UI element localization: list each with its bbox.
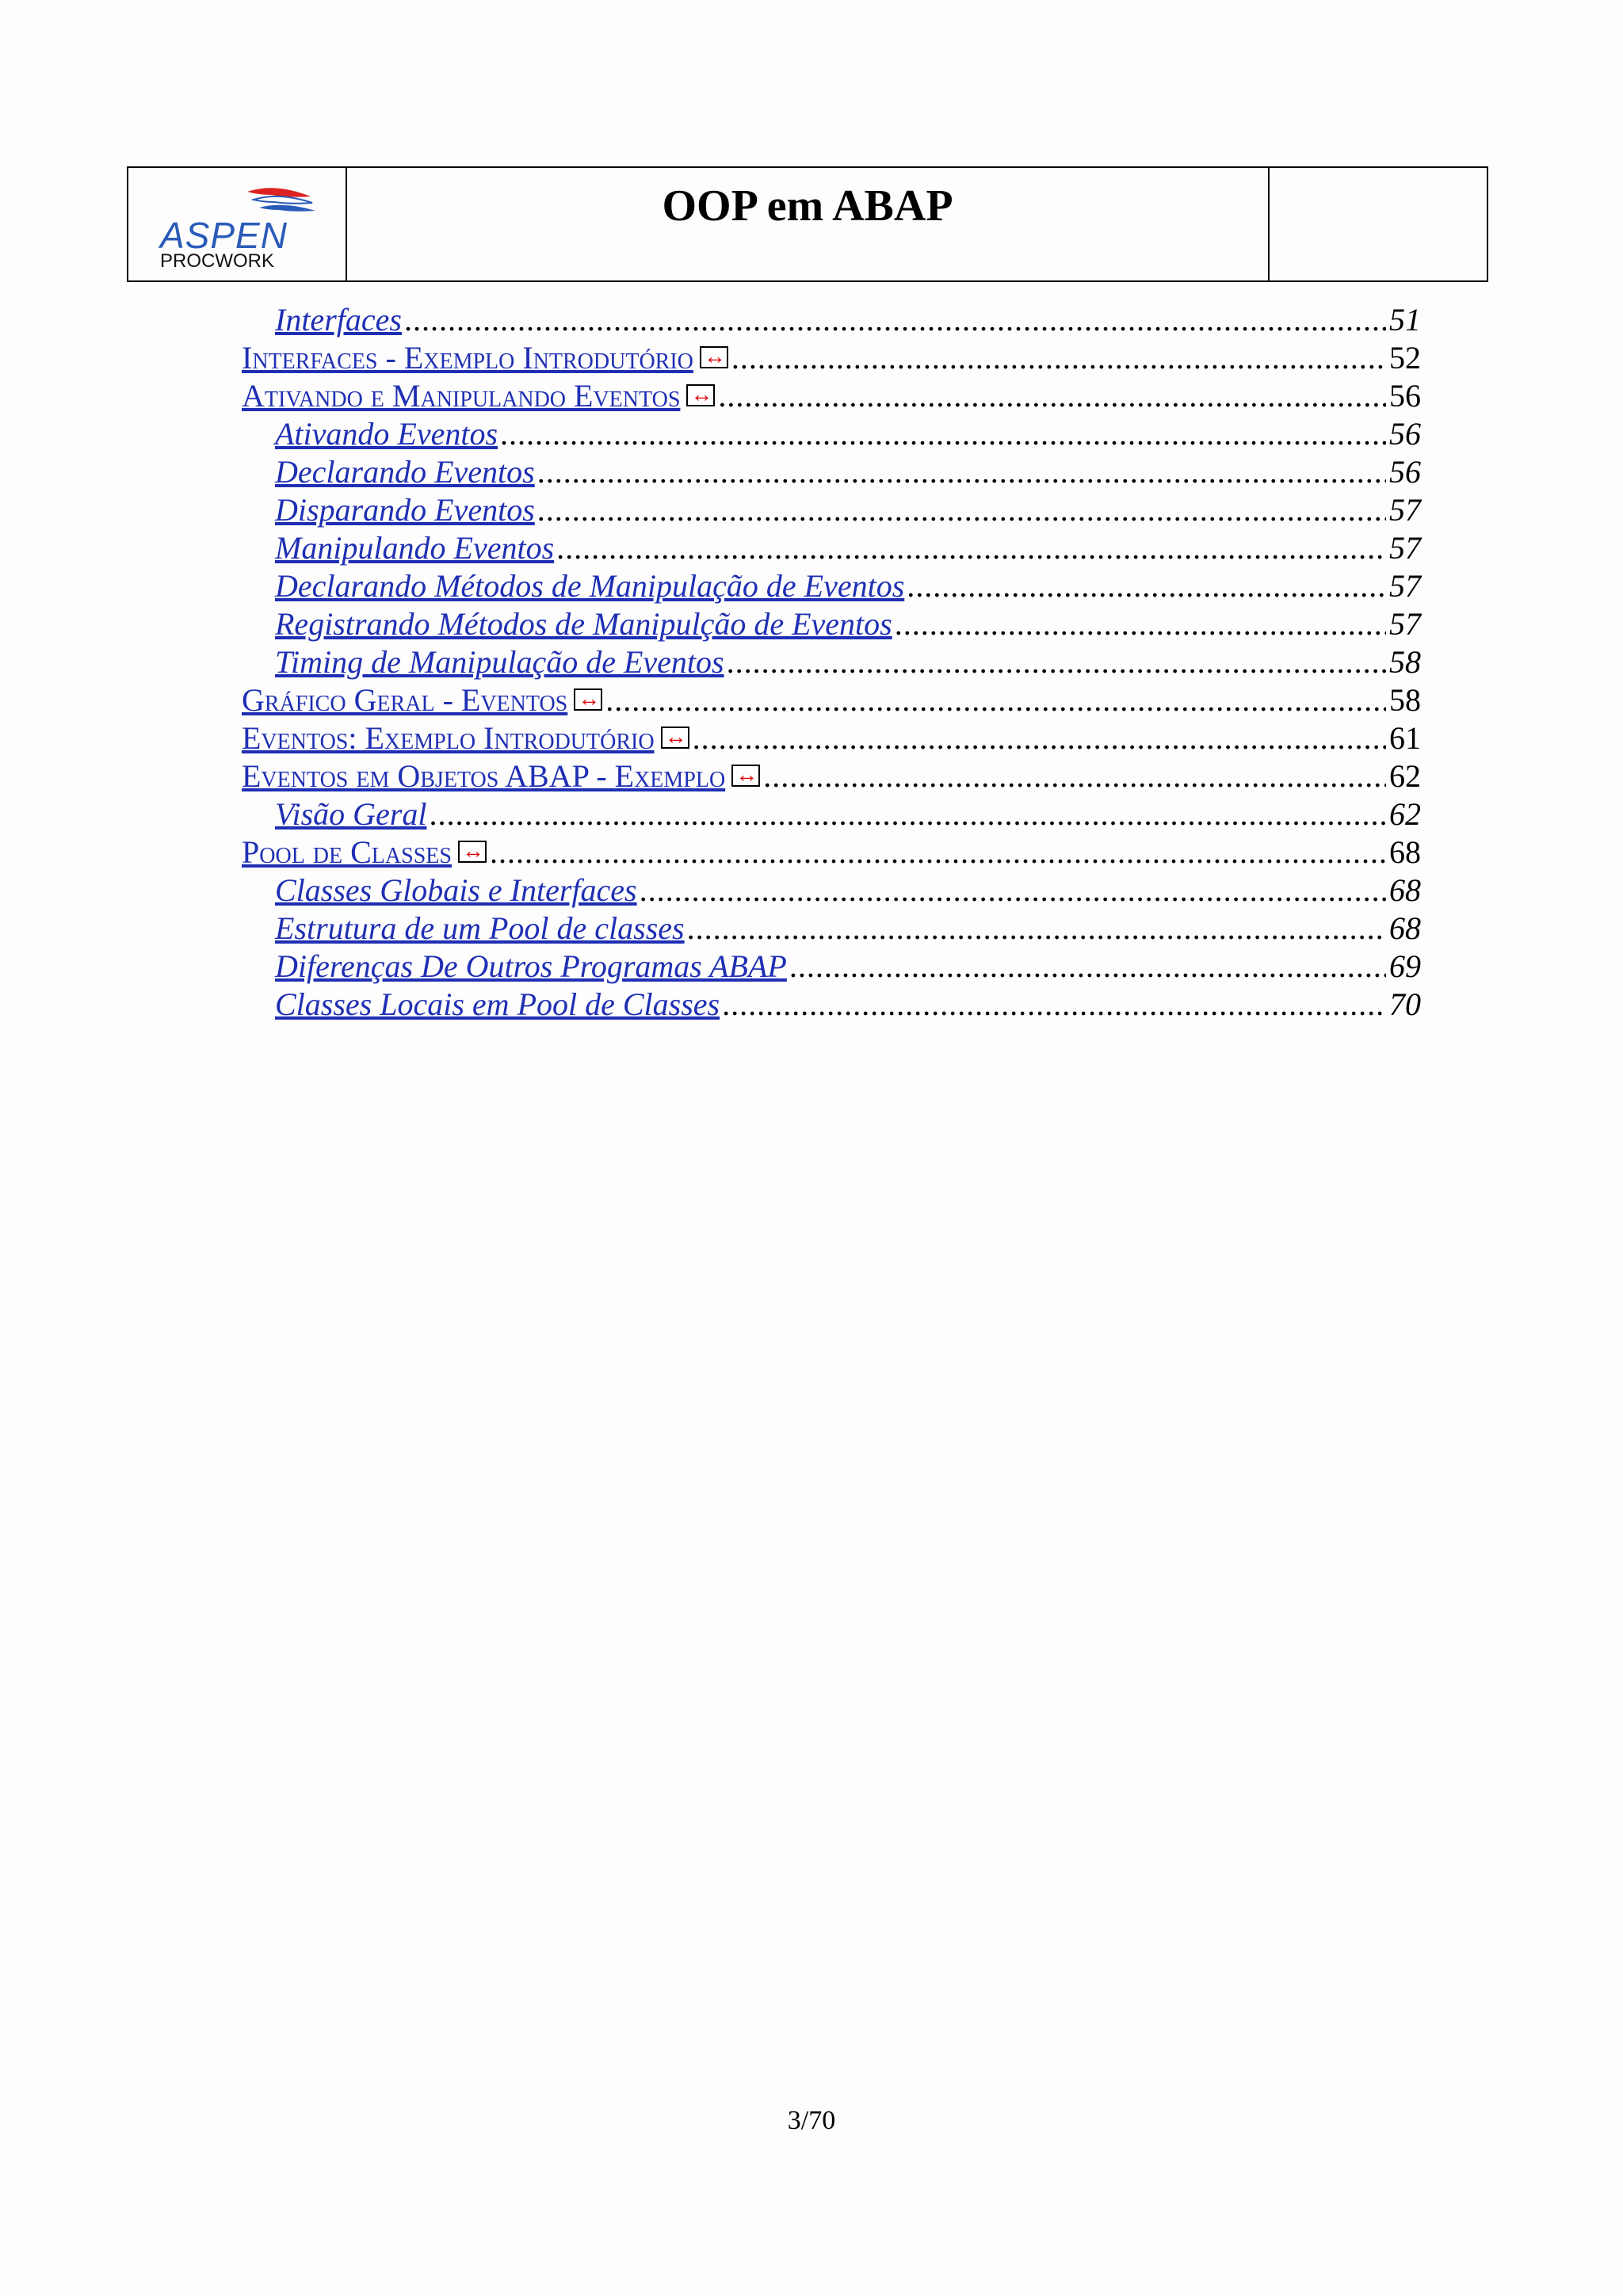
toc-link[interactable]: Declarando Métodos de Manipulação de Eventos [275,568,905,604]
toc-page-number: 68 [1389,872,1421,908]
toc-link[interactable]: Eventos em Objetos ABAP - Exemplo [242,758,726,794]
toc-page-number: 68 [1389,834,1421,870]
toc-page-number: 69 [1389,948,1421,984]
toc-page-number: 51 [1389,302,1421,338]
logo-text: ASPEN [160,215,288,256]
dot-leader [727,643,1386,681]
toc-page-number: 62 [1389,796,1421,832]
dot-leader [907,567,1386,605]
dot-leader [693,719,1386,757]
table-of-contents [242,301,1421,1024]
page-number: 3/70 [787,2106,836,2135]
toc-link[interactable]: Pool de Classes [242,834,452,870]
toc-page-number: 61 [1389,720,1421,756]
toc-link[interactable]: Eventos: Exemplo Introdutório [242,720,655,756]
toc-entry [242,605,1421,643]
toc-link[interactable]: Disparando Eventos [275,492,535,528]
dot-leader [688,910,1386,948]
toc-link[interactable]: Timing de Manipulação de Eventos [275,644,724,680]
toc-link[interactable]: Visão Geral [275,796,427,832]
toc-entry [242,795,1421,833]
toc-entry [242,833,1421,871]
link-arrows-icon[interactable] [686,384,715,406]
toc-entry [242,339,1421,377]
toc-link[interactable]: Interfaces [275,302,402,338]
link-arrows-icon[interactable] [731,765,760,787]
toc-link[interactable]: Manipulando Eventos [275,530,555,566]
dot-leader [430,795,1386,833]
dot-leader [763,757,1386,795]
toc-entry [242,719,1421,757]
toc-entry [242,491,1421,529]
blank-cell [1270,168,1487,280]
dot-leader [538,491,1386,529]
dot-leader [501,415,1386,453]
toc-entry [242,529,1421,567]
toc-entry [242,986,1421,1024]
toc-link[interactable]: Interfaces - Exemplo Introdutório [242,340,693,376]
toc-page-number: 56 [1389,454,1421,490]
toc-link[interactable]: Diferenças De Outros Programas ABAP [275,948,787,984]
toc-link[interactable]: Classes Globais e Interfaces [275,872,637,908]
toc-entry [242,643,1421,681]
document-title: OOP em ABAP [662,181,953,231]
dot-leader [723,986,1386,1024]
dot-leader [718,377,1386,415]
toc-entry [242,453,1421,491]
title-cell [347,168,1270,280]
page-header [127,166,1488,282]
toc-entry [242,301,1421,339]
toc-link[interactable]: Classes Locais em Pool de Classes [275,986,720,1022]
dot-leader [790,948,1386,986]
toc-page-number: 68 [1389,910,1421,946]
toc-link[interactable]: Registrando Métodos de Manipulção de Eventos [275,606,892,642]
toc-link[interactable]: Ativando e Manipulando Eventos [242,378,681,414]
dot-leader [731,339,1386,377]
toc-entry [242,567,1421,605]
dot-leader [557,529,1386,567]
toc-page-number: 62 [1389,758,1421,794]
dot-leader [405,301,1386,339]
toc-page-number: 57 [1389,530,1421,566]
toc-page-number: 57 [1389,606,1421,642]
link-arrows-icon[interactable] [458,841,487,863]
toc-link[interactable]: Declarando Eventos [275,454,535,490]
toc-page-number: 52 [1389,340,1421,376]
link-arrows-icon[interactable] [700,346,728,368]
toc-page-number: 57 [1389,568,1421,604]
toc-link[interactable]: Ativando Eventos [275,416,498,452]
toc-entry [242,377,1421,415]
dot-leader [490,833,1386,871]
logo-subtext: PROCWORK [160,250,274,272]
toc-entry [242,757,1421,795]
dot-leader [605,681,1386,719]
toc-page-number: 58 [1389,682,1421,718]
toc-link[interactable]: Gráfico Geral - Eventos [242,682,568,718]
link-arrows-icon[interactable] [661,727,689,749]
toc-page-number: 56 [1389,416,1421,452]
toc-entry [242,910,1421,948]
logo-cell [128,168,347,280]
dot-leader [896,605,1386,643]
toc-page-number: 57 [1389,492,1421,528]
toc-page-number: 56 [1389,378,1421,414]
toc-link[interactable]: Estrutura de um Pool de classes [275,910,685,946]
dot-leader [538,453,1386,491]
toc-entry [242,871,1421,910]
toc-entry [242,415,1421,453]
toc-entry [242,948,1421,986]
dot-leader [640,871,1386,910]
toc-page-number: 70 [1389,986,1421,1022]
link-arrows-icon[interactable] [574,688,602,711]
toc-entry [242,681,1421,719]
toc-page-number: 58 [1389,644,1421,680]
